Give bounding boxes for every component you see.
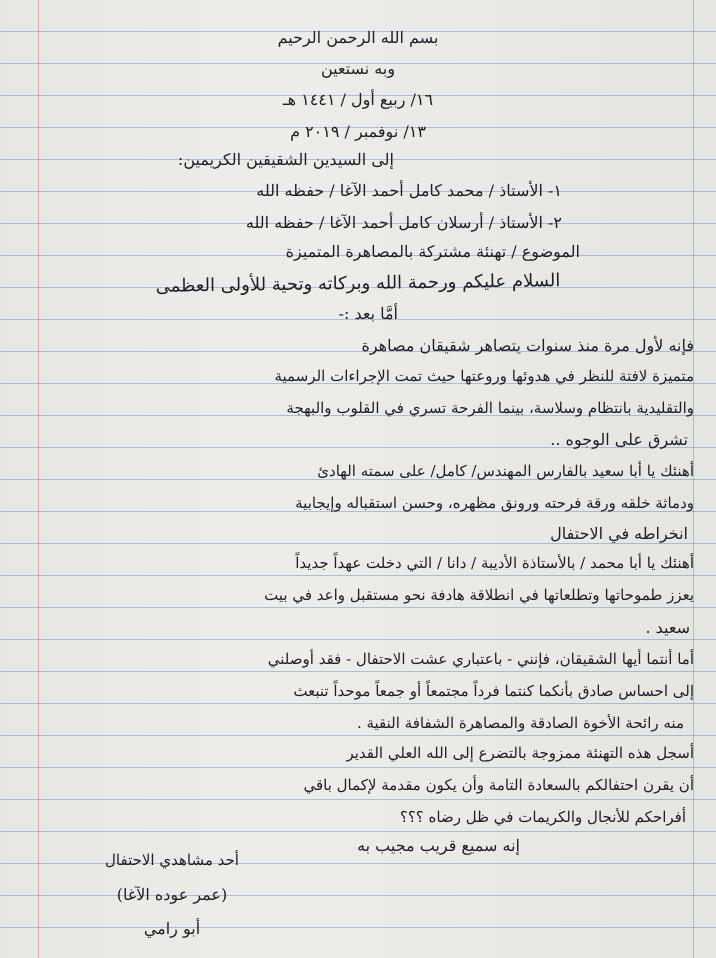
paragraph-line: متميزة لافتة للنظر في هدوئها وروعتها حيث تمت الإجراءات الرسمية: [274, 367, 694, 385]
paragraph-line: والتقليدية بانتظام وسلاسة، بينما الفرحة تسري في القلوب والبهجة: [286, 399, 694, 417]
paragraph-line: تشرق على الوجوه ..: [550, 430, 688, 449]
left-margin-line: [38, 0, 39, 958]
recipient-item: ١- الأستاذ / محمد كامل أحمد الآغا / حفظه الله: [256, 181, 562, 200]
opening-line: أمَّا بعد :-: [338, 304, 398, 323]
paragraph-line: أن يقرن احتفالكم بالسعادة التامة وأن يكون مقدمة لإكمال باقي: [303, 776, 694, 794]
paragraph-line: فإنه لأول مرة منذ سنوات يتصاهر شقيقان مصاهرة: [361, 336, 694, 355]
gregorian-date: ١٣/ نوفمبر / ٢٠١٩ م: [290, 122, 426, 141]
recipient-item: ٢- الأستاذ / أرسلان كامل أحمد الآغا / حفظه الله: [245, 213, 562, 232]
support-line: وبه نستعين: [320, 59, 396, 78]
paragraph-line: أسجل هذه التهنئة ممزوجة بالتضرع إلى الله العلي القدير: [346, 744, 694, 762]
closing-line: إنه سميع قريب مجيب به: [357, 836, 520, 855]
greeting: السلام عليكم ورحمة الله وبركاته وتحية للأولى العظمى: [155, 270, 561, 297]
signature-name: (عمر عوده الآغا): [116, 885, 228, 904]
paragraph-line: أهنئك يا أبا محمد / بالأستاذة الأديبة / دانا / التي دخلت عهداً جديداً: [295, 554, 694, 572]
paragraph-line: سعيد .: [645, 618, 690, 637]
hijri-date: ١٦/ ربيع أول / ١٤٤١ هـ: [282, 90, 434, 109]
paragraph-line: ودماثة خلقه ورقة فرحته ورونق مظهره، وحسن استقباله وإيجابية: [295, 494, 694, 512]
basmala: بسم الله الرحمن الرحيم: [277, 28, 439, 47]
recipients-intro: إلى السيدين الشقيقين الكريمين:: [177, 150, 394, 169]
paragraph-line: أفراحكم للأنجال والكريمات في ظل رضاه ؟؟؟: [399, 808, 686, 826]
signature-title: أحد مشاهدي الاحتفال: [105, 851, 239, 869]
subject-line: الموضوع / تهنئة مشتركة بالمصاهرة المتميزة: [285, 242, 580, 261]
paragraph-line: أهنئك يا أبا سعيد بالفارس المهندس/ كامل/ على سمته الهادئ: [317, 462, 694, 480]
paragraph-line: منه رائحة الأخوة الصادقة والمصاهرة الشفافة النقية .: [356, 714, 684, 732]
paragraph-line: انخراطه في الاحتفال: [550, 524, 688, 543]
paragraph-line: يعزز طموحاتها وتطلعاتها في انطلاقة هادفة نحو مستقبل واعد في بيت: [264, 586, 694, 604]
paragraph-line: أما أنتما أيها الشقيقان، فإنني - باعتباري عشت الاحتفال - فقد أوصلني: [267, 650, 694, 668]
signature-nickname: أبو رامي: [143, 919, 201, 938]
paragraph-line: إلى احساس صادق بأنكما كنتما فرداً مجتمعاً أو جمعاً موحداً تنبعث: [293, 682, 694, 700]
